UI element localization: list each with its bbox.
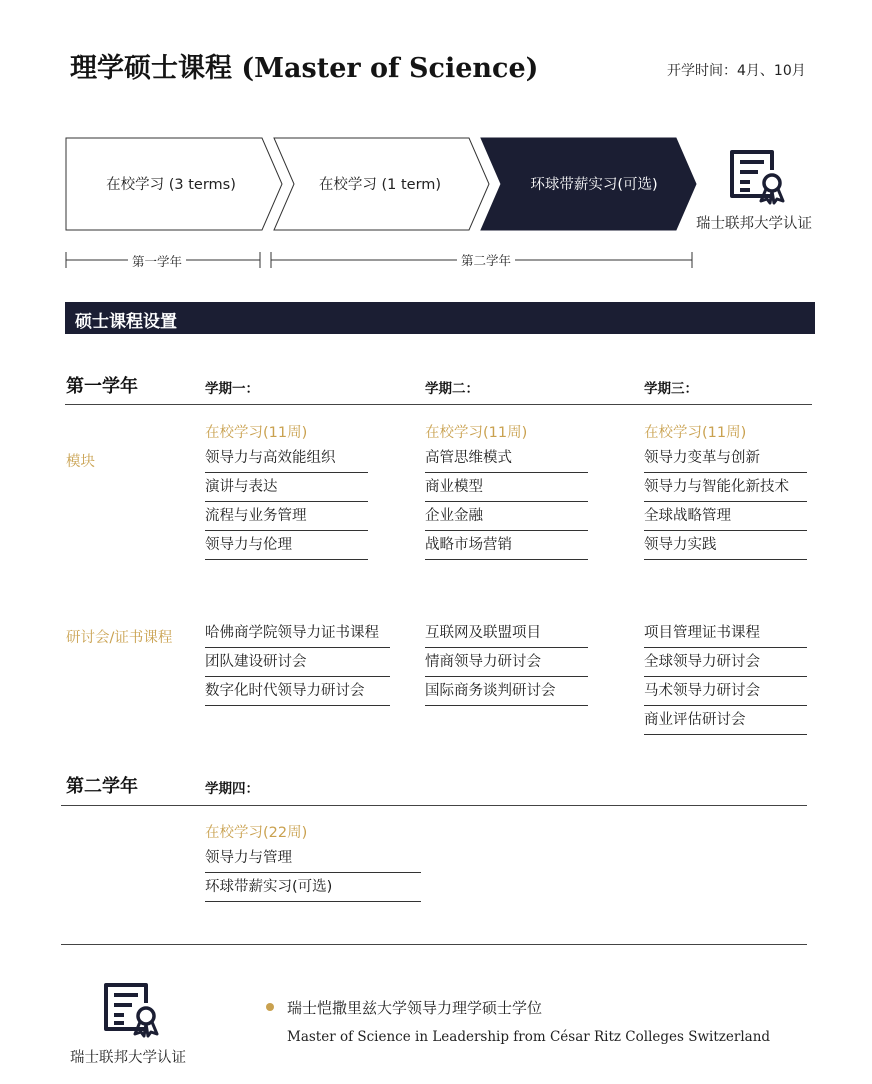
list-item: 情商领导力研讨会 xyxy=(425,649,588,677)
list-item: 领导力与伦理 xyxy=(205,532,368,560)
program-flow xyxy=(60,130,720,240)
year1-rule xyxy=(65,404,812,405)
semester4-heading: 学期四： xyxy=(205,781,259,797)
flow-step-3-label: 环球带薪实习(可选) xyxy=(530,177,658,193)
start-time: 开学时间：4月、10月 xyxy=(667,63,806,79)
list-item: 领导力与智能化新技术 xyxy=(644,474,807,502)
list-item: 领导力与高效能组织 xyxy=(205,445,368,473)
semester2-duration: 在校学习(11周) xyxy=(425,425,528,441)
year1-heading: 第一学年 xyxy=(66,376,138,397)
list-item: 领导力变革与创新 xyxy=(644,445,807,473)
footer-rule xyxy=(61,944,807,945)
list-item: 流程与业务管理 xyxy=(205,503,368,531)
cert-label-bottom: 瑞士联邦大学认证 xyxy=(70,1050,186,1066)
semester1-heading: 学期一： xyxy=(205,381,259,397)
section-banner xyxy=(65,302,815,334)
list-item: 全球战略管理 xyxy=(644,503,807,531)
semester4-duration: 在校学习(22周) xyxy=(205,825,308,841)
certificate-icon xyxy=(102,981,164,1039)
flow-step-1-label: 在校学习 (3 terms) xyxy=(106,177,236,193)
bullet-dot xyxy=(266,1003,274,1011)
list-item: 商业模型 xyxy=(425,474,588,502)
year2-heading: 第二学年 xyxy=(66,776,138,797)
semester1-modules xyxy=(205,445,368,561)
semester4-modules xyxy=(205,845,421,903)
list-item: 领导力与管理 xyxy=(205,845,421,873)
seminars-row-label: 研讨会/证书课程 xyxy=(66,630,173,646)
degree-en: Master of Science in Leadership from César Ritz Colleges Switzerland xyxy=(287,1029,771,1045)
semester3-duration: 在校学习(11周) xyxy=(644,425,747,441)
list-item: 互联网及联盟项目 xyxy=(425,620,588,648)
semester3-seminars xyxy=(644,620,807,736)
section-title: 硕士课程设置 xyxy=(75,312,177,332)
list-item: 演讲与表达 xyxy=(205,474,368,502)
page-title: 理学硕士课程 (Master of Science) xyxy=(70,53,539,84)
list-item: 高管思维模式 xyxy=(425,445,588,473)
list-item: 国际商务谈判研讨会 xyxy=(425,678,588,706)
list-item: 马术领导力研讨会 xyxy=(644,678,807,706)
list-item: 环球带薪实习(可选) xyxy=(205,874,421,902)
modules-row-label: 模块 xyxy=(66,454,95,470)
cert-label-top: 瑞士联邦大学认证 xyxy=(696,216,812,232)
list-item: 项目管理证书课程 xyxy=(644,620,807,648)
semester3-modules xyxy=(644,445,807,561)
year-span-1-label: 第一学年 xyxy=(128,252,186,270)
year-span-2-label: 第二学年 xyxy=(457,251,515,269)
semester1-seminars xyxy=(205,620,390,707)
list-item: 领导力实践 xyxy=(644,532,807,560)
semester2-heading: 学期二： xyxy=(425,381,479,397)
year2-rule xyxy=(61,805,807,806)
semester1-duration: 在校学习(11周) xyxy=(205,425,308,441)
list-item: 战略市场营销 xyxy=(425,532,588,560)
flow-step-2-label: 在校学习 (1 term) xyxy=(318,177,442,193)
list-item: 数字化时代领导力研讨会 xyxy=(205,678,390,706)
list-item: 团队建设研讨会 xyxy=(205,649,390,677)
semester3-heading: 学期三： xyxy=(644,381,698,397)
semester2-seminars xyxy=(425,620,588,707)
certificate-icon xyxy=(728,148,790,206)
semester2-modules xyxy=(425,445,588,561)
list-item: 全球领导力研讨会 xyxy=(644,649,807,677)
list-item: 哈佛商学院领导力证书课程 xyxy=(205,620,390,648)
degree-zh: 瑞士恺撒里兹大学领导力理学硕士学位 xyxy=(287,999,543,1017)
list-item: 商业评估研讨会 xyxy=(644,707,807,735)
list-item: 企业金融 xyxy=(425,503,588,531)
